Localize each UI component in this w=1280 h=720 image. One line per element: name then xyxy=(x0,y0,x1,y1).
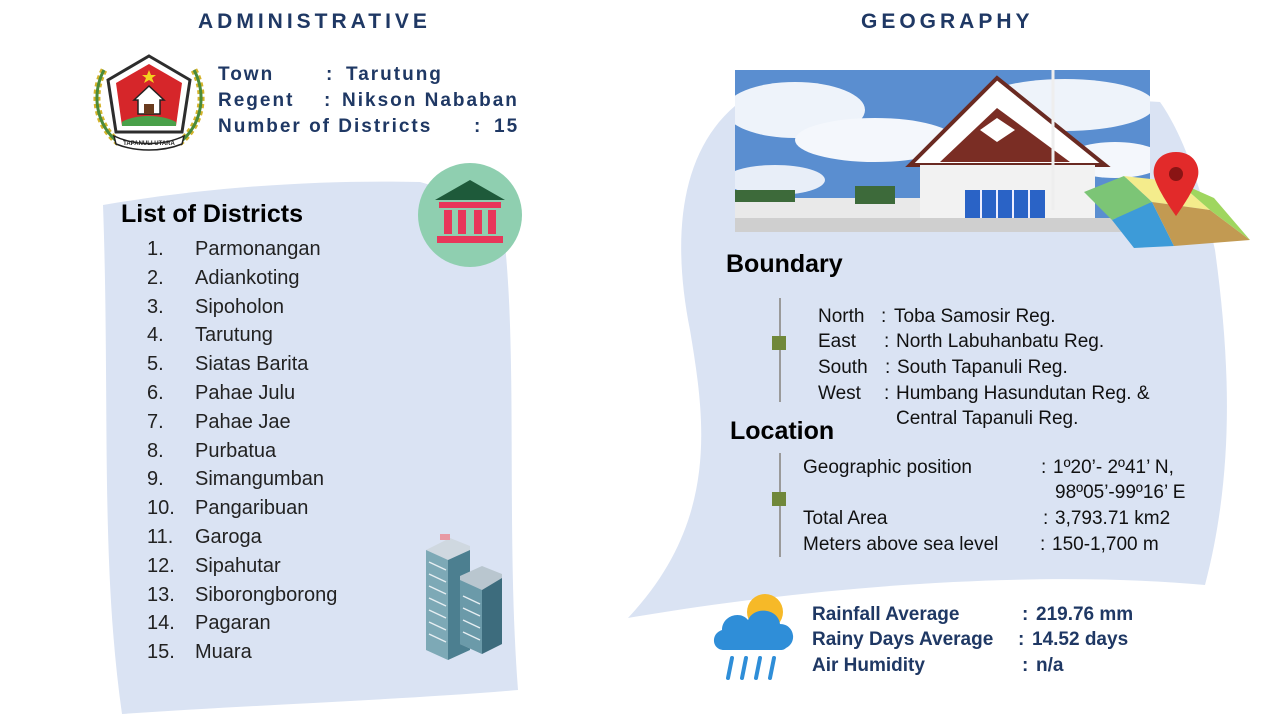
district-number: 6. xyxy=(147,382,164,404)
rainy-days-value: 14.52 days xyxy=(1032,629,1129,650)
boundary-south-sep: : xyxy=(885,357,891,378)
district-name: Muara xyxy=(195,641,252,664)
district-number: 7. xyxy=(147,410,164,433)
boundary-south-value: South Tapanuli Reg. xyxy=(897,357,1068,378)
district-number: 4. xyxy=(147,324,164,347)
seal-text: TAPANULI UTARA xyxy=(123,141,175,147)
location-marker xyxy=(772,492,786,506)
district-number: 8. xyxy=(147,439,164,462)
district-number: 2. xyxy=(147,266,164,289)
boundary-north-sep: : xyxy=(881,306,887,327)
boundary-east-sep: : xyxy=(884,331,890,352)
districts-title: List of Districts xyxy=(121,200,303,228)
rainfall-value: 219.76 mm xyxy=(1036,604,1134,625)
district-number: 12. xyxy=(147,554,175,577)
district-name: Tarutung xyxy=(195,324,273,347)
bank-icon xyxy=(417,162,523,268)
boundary-west-sep: : xyxy=(884,383,890,404)
boundary-east-label: East xyxy=(818,331,857,352)
district-number: 13. xyxy=(147,583,175,606)
administrative-heading: ADMINISTRATIVE xyxy=(198,10,431,33)
boundary-marker xyxy=(772,336,786,350)
boundary-north-label: North xyxy=(818,306,865,327)
districts-count-label: Number of Districts xyxy=(218,116,433,137)
district-number: 3. xyxy=(147,295,164,318)
boundary-title: Boundary xyxy=(726,250,843,278)
district-name: Adiankoting xyxy=(195,266,300,289)
regent-sep: : xyxy=(324,90,333,111)
location-title: Location xyxy=(730,417,835,445)
location-area-value: 3,793.71 km2 xyxy=(1055,508,1171,529)
rain-cloud-icon xyxy=(710,592,800,684)
district-name: Sipahutar xyxy=(195,554,281,577)
rainy-days-label: Rainy Days Average xyxy=(812,629,994,650)
district-name: Purbatua xyxy=(195,439,277,462)
districts-count-value: 15 xyxy=(494,116,520,137)
districts-count-sep: : xyxy=(474,116,483,137)
location-elevation-label: Meters above sea level xyxy=(803,534,999,555)
location-elevation-value: 150-1,700 m xyxy=(1052,534,1159,555)
district-number: 5. xyxy=(147,353,164,376)
location-position-value: 1º20’- 2º41’ N, xyxy=(1053,457,1174,478)
humidity-label: Air Humidity xyxy=(812,655,925,676)
location-position-label: Geographic position xyxy=(803,457,972,478)
districts-count-row xyxy=(218,116,520,204)
district-name: Garoga xyxy=(195,526,262,548)
boundary-west-label: West xyxy=(818,383,861,404)
location-area-sep: : xyxy=(1043,508,1049,529)
boundary-west-value-line2: Central Tapanuli Reg. xyxy=(896,408,1079,429)
boundary-north-value: Toba Samosir Reg. xyxy=(894,306,1056,327)
rainfall-label: Rainfall Average xyxy=(812,604,960,625)
district-name: Pagaran xyxy=(195,612,271,635)
district-number: 14. xyxy=(147,612,175,635)
district-number: 9. xyxy=(147,468,164,491)
location-area-label: Total Area xyxy=(803,508,888,529)
rainfall-sep: : xyxy=(1022,604,1029,625)
district-number: 11. xyxy=(147,526,174,548)
district-name: Siborongborong xyxy=(195,583,338,606)
district-name: Siatas Barita xyxy=(195,353,309,376)
district-number: 1. xyxy=(147,238,164,260)
rainy-days-sep: : xyxy=(1018,629,1025,650)
humidity-sep: : xyxy=(1022,655,1029,676)
district-name: Simangumban xyxy=(195,468,324,491)
district-name: Pahae Jae xyxy=(195,410,291,433)
boundary-south-label: South xyxy=(818,357,868,378)
town-label: Town xyxy=(218,64,275,85)
boundary-timeline-line xyxy=(779,298,781,402)
district-number: 10. xyxy=(147,497,175,520)
location-position-value-line2: 98º05’-99º16’ E xyxy=(1055,482,1186,503)
boundary-west-value: Humbang Hasundutan Reg. & xyxy=(896,383,1150,404)
district-name: Pangaribuan xyxy=(195,497,309,520)
town-value: Tarutung xyxy=(346,64,443,85)
location-elevation-sep: : xyxy=(1040,534,1046,555)
district-name: Sipoholon xyxy=(195,295,284,318)
town-sep: : xyxy=(326,64,335,85)
boundary-east-value: North Labuhanbatu Reg. xyxy=(896,331,1105,352)
regent-label: Regent xyxy=(218,90,295,111)
location-position-sep: : xyxy=(1041,457,1047,478)
geography-heading: GEOGRAPHY xyxy=(861,10,1034,33)
humidity-value: n/a xyxy=(1036,655,1064,676)
district-name: Parmonangan xyxy=(195,238,321,260)
skyscraper-icon xyxy=(420,532,506,662)
district-name: Pahae Julu xyxy=(195,382,296,404)
regency-seal-icon xyxy=(90,52,208,158)
district-number: 15. xyxy=(147,641,175,664)
map-pin-icon xyxy=(1082,152,1252,252)
regent-value: Nikson Nababan xyxy=(342,90,519,111)
